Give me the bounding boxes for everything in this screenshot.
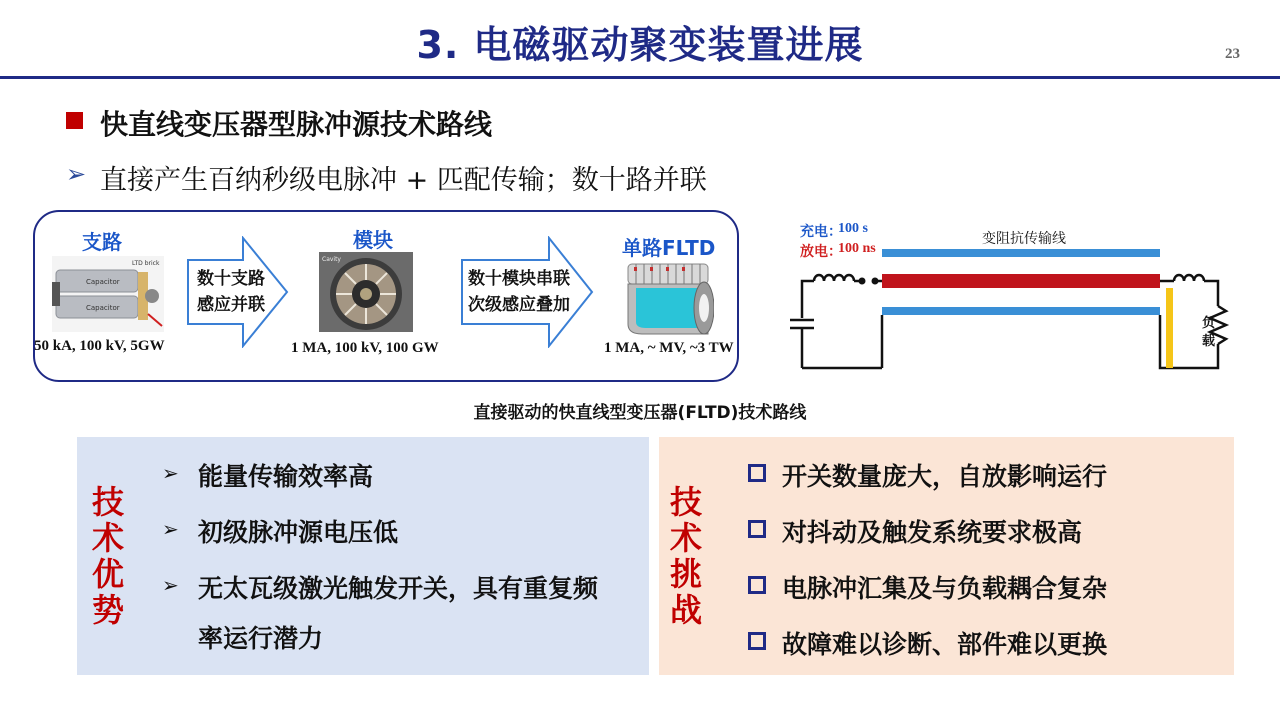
challenges-title: 技 术 挑 战 [669, 483, 702, 629]
red-square-bullet-icon [66, 112, 83, 129]
hollow-square-bullet-icon [748, 576, 766, 594]
advantage-item-3-cont: 率运行潜力 [198, 624, 324, 653]
arrow2-line2: 次级感应叠加 [468, 295, 570, 315]
advantage-item-2: 初级脉冲源电压低 [198, 518, 399, 547]
arrow1-line1: 数十支路 [197, 269, 265, 289]
chevron-bullet-icon: ➢ [162, 461, 179, 485]
charge-label: 充电： [800, 224, 842, 240]
transmission-line-bottom [882, 307, 1160, 315]
arrow-bullet-icon: ➢ [66, 160, 87, 188]
transmission-line-top [882, 249, 1160, 257]
capacitor-text-2: Capacitor [86, 304, 120, 312]
fltd-cutaway-image [622, 258, 714, 336]
challenge-item-4: 故障难以诊断、部件难以更换 [782, 630, 1108, 659]
advantage-item-1: 能量传输效率高 [198, 462, 374, 491]
stage-module-caption: 1 MA, 100 kV, 100 GW [291, 340, 439, 356]
capacitor-text-1: Capacitor [86, 278, 120, 286]
section-heading: 快直线变压器型脉冲源技术路线 [100, 108, 493, 141]
advantage-item-3: 无太瓦级激光触发开关，具有重复频 [198, 574, 599, 603]
charge-time: 100 s [838, 221, 868, 236]
hollow-square-bullet-icon [748, 464, 766, 482]
circuit-diagram [790, 246, 1240, 376]
discharge-label: 放电： [800, 244, 842, 260]
page-title: 3. 电磁驱动聚变装置进展 [416, 23, 864, 67]
chevron-bullet-icon: ➢ [162, 517, 179, 541]
load-label-1: 负 [1202, 316, 1216, 331]
ltd-brick-image [52, 256, 164, 332]
challenge-item-1: 开关数量庞大，自放影响运行 [782, 462, 1108, 491]
hollow-square-bullet-icon [748, 632, 766, 650]
advantages-title: 技 术 优 势 [91, 483, 124, 629]
title-divider [0, 76, 1280, 79]
hollow-square-bullet-icon [748, 520, 766, 538]
load-label-2: 载 [1202, 334, 1216, 349]
transmission-line-center [882, 274, 1160, 288]
section-subpoint: 直接产生百纳秒级电脉冲 + 匹配传输；数十路并联 [100, 165, 707, 196]
ltd-brick-text: LTD brick [132, 260, 160, 267]
stage-fltd-caption: 1 MA, ~ MV, ~3 TW [604, 340, 734, 356]
page-number: 23 [1225, 46, 1240, 62]
challenge-item-3: 电脉冲汇集及与负载耦合复杂 [782, 574, 1108, 603]
cavity-module-image [319, 252, 413, 332]
load-switch-bar [1166, 288, 1173, 368]
diagram-caption: 直接驱动的快直线型变压器(FLTD)技术路线 [473, 403, 807, 423]
stage-module-label: 模块 [353, 228, 393, 252]
chevron-bullet-icon: ➢ [162, 573, 179, 597]
transmission-line-label: 变阻抗传输线 [982, 231, 1066, 247]
arrow1-line2: 感应并联 [197, 295, 265, 315]
stage-branch-label: 支路 [82, 230, 122, 254]
stage-fltd-label: 单路FLTD [622, 236, 716, 260]
arrow2-line1: 数十模块串联 [468, 269, 570, 289]
stage-branch-caption: 50 kA, 100 kV, 5GW [34, 338, 165, 354]
cavity-text: Cavity [322, 256, 341, 263]
discharge-time: 100 ns [838, 241, 876, 256]
challenge-item-2: 对抖动及触发系统要求极高 [782, 518, 1083, 547]
